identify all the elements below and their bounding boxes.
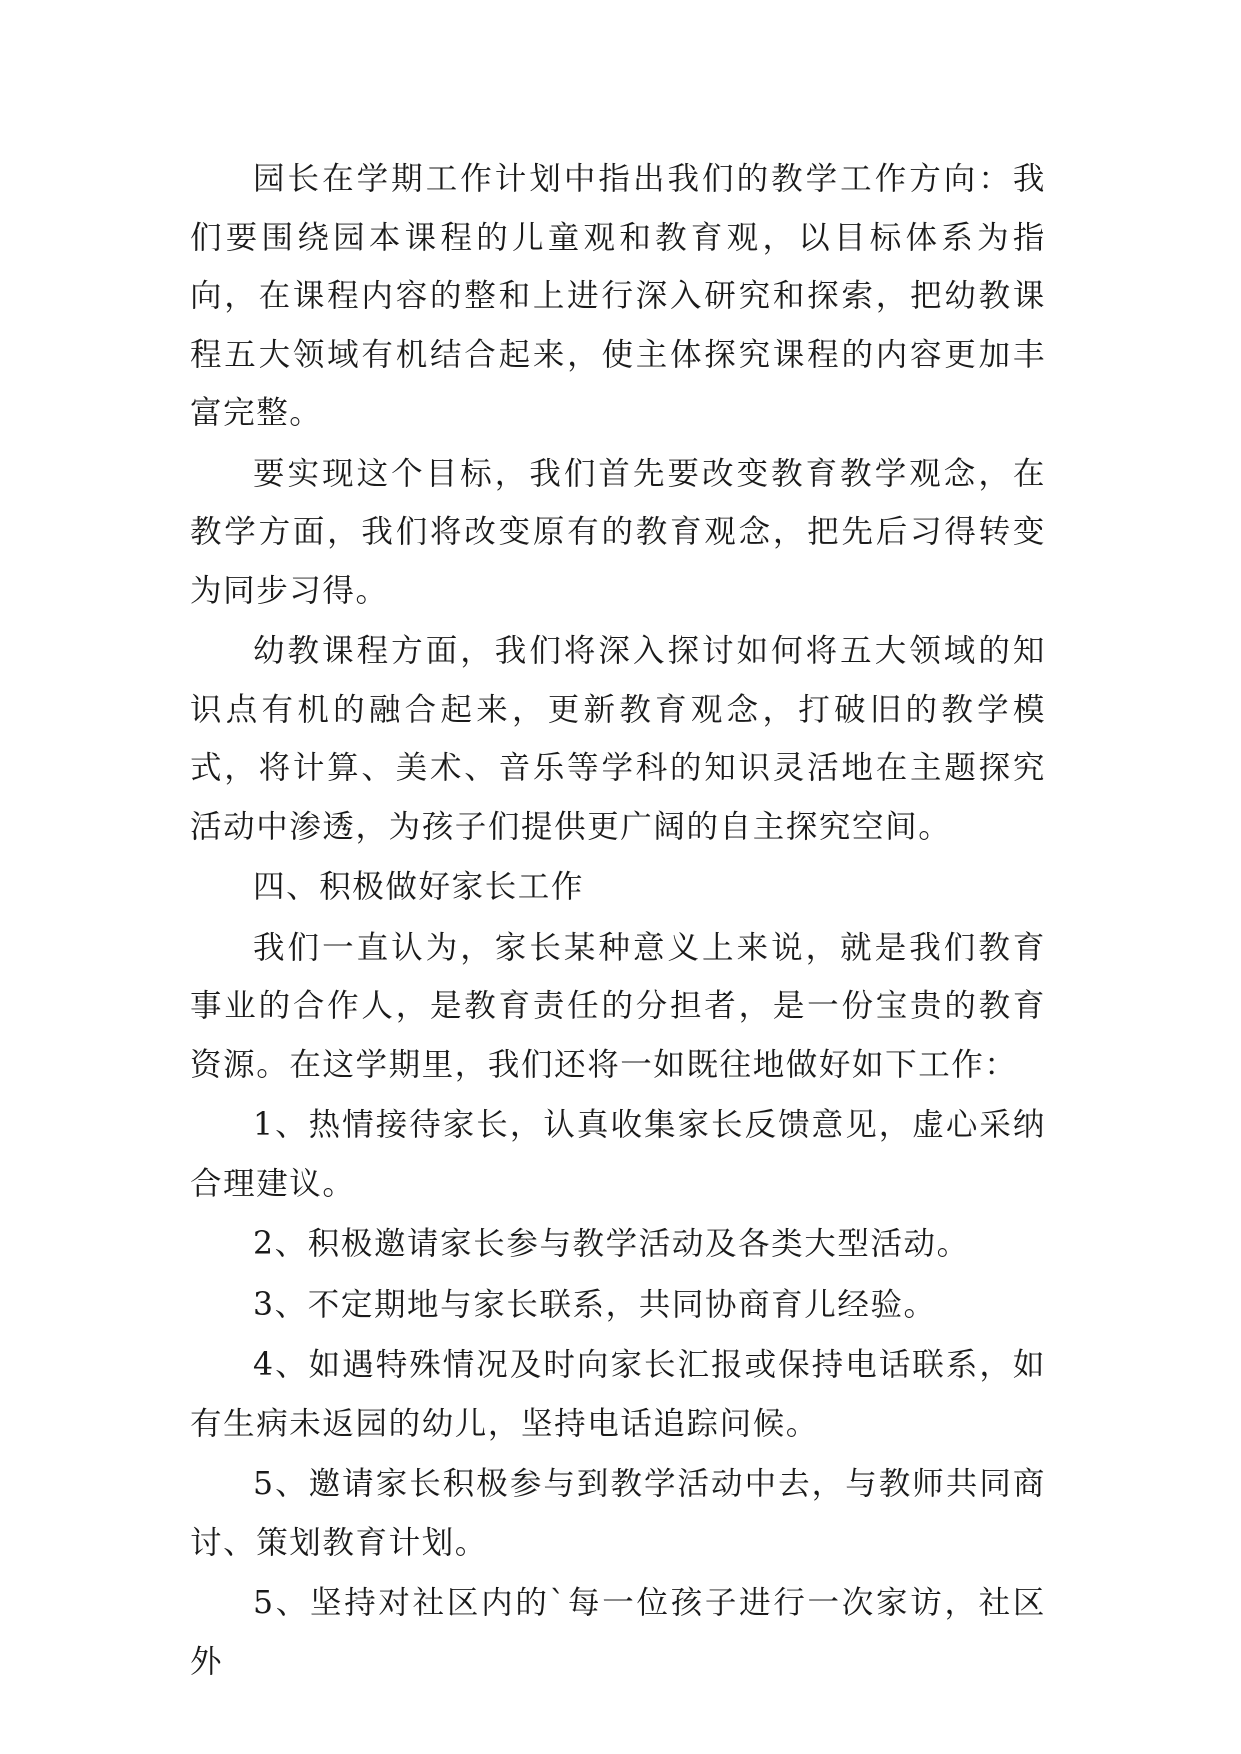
list-item-5: 5、邀请家长积极参与到教学活动中去，与教师共同商讨、策划教育计划。 — [190, 1466, 1046, 1561]
paragraph-parents-intro: 我们一直认为，家长某种意义上来说，就是我们教育事业的合作人，是教育责任的分担者，是一份宝贵的教育资源。在这学期里，我们还将一如既往地做好如下工作： — [190, 929, 1046, 1083]
paragraph-teaching-direction: 园长在学期工作计划中指出我们的教学工作方向：我们要围绕园本课程的儿童观和教育观，以目标体系为指向，在课程内容的整和上进行深入研究和探索，把幼教课程五大领域有机结合起来，使主体探究课程的内容更加丰富完整。 — [190, 161, 1046, 431]
document-page — [190, 150, 1046, 1693]
list-item-1: 1、热情接待家长，认真收集家长反馈意见，虚心采纳合理建议。 — [190, 1107, 1046, 1202]
list-item-3: 3、不定期地与家长联系，共同协商育儿经验。 — [253, 1286, 937, 1323]
list-item-2: 2、积极邀请家长参与教学活动及各类大型活动。 — [253, 1226, 970, 1262]
list-item-4: 4、如遇特殊情况及时向家长汇报或保持电话联系，如有生病未返园的幼儿，坚持电话追踪问候。 — [190, 1347, 1046, 1442]
paragraph-change-concepts: 要实现这个目标，我们首先要改变教育教学观念，在教学方面，我们将改变原有的教育观念，把先后习得转变为同步习得。 — [190, 455, 1046, 609]
list-item-5-home-visit: 5、坚持对社区内的`每一位孩子进行一次家访，社区外 — [190, 1585, 1046, 1680]
section-heading-parent-work: 四、积极做好家长工作 — [253, 869, 585, 905]
paragraph-curriculum: 幼教课程方面，我们将深入探讨如何将五大领域的知识点有机的融合起来，更新教育观念，打破旧的教学模式，将计算、美术、音乐等学科的知识灵活地在主题探究活动中渗透，为孩子们提供更广阔的自主探究空间。 — [190, 633, 1046, 845]
